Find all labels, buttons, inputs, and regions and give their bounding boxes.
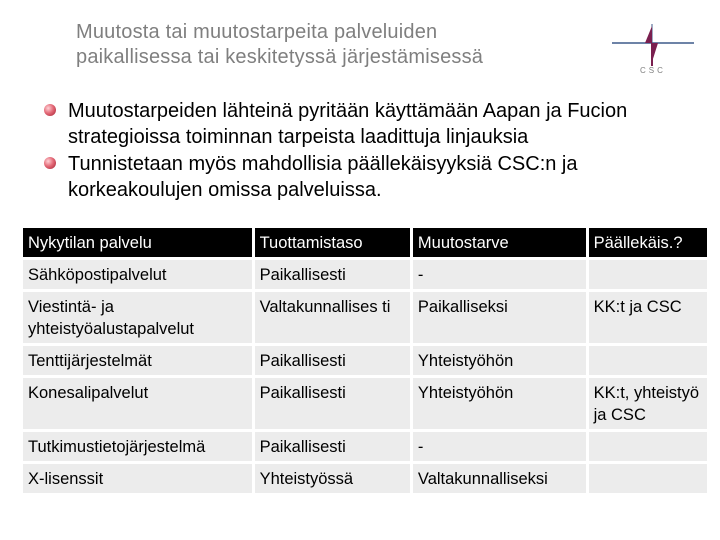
- slide-title: [76, 20, 616, 70]
- column-header-service: Nykytilan palvelu: [23, 228, 252, 257]
- table-cell: Paikalliseksi: [413, 292, 586, 343]
- table-row: [23, 432, 707, 461]
- bullet-dot-icon: [44, 157, 56, 169]
- table-cell: Yhteistyössä: [255, 464, 410, 493]
- bullet-text: Muutostarpeiden lähteinä pyritään käyttämään Aapan ja Fucion strategioissa toiminnan tarpeista laadittuja linjauksia: [68, 100, 628, 148]
- services-table: [20, 225, 710, 496]
- table-cell: Valtakunnallises ti: [255, 292, 410, 343]
- column-header-overlap: Päällekäis.?: [589, 228, 707, 257]
- table-cell: Valtakunnalliseksi: [413, 464, 586, 493]
- table-cell: [589, 260, 707, 289]
- table-cell: KK:t ja CSC: [589, 292, 707, 343]
- column-header-level: Tuottamistaso: [255, 228, 410, 257]
- slide-title-line-2: paikallisessa tai keskitetyssä järjestämisessä: [76, 46, 484, 68]
- table-row: [23, 464, 707, 493]
- table-cell: Yhteistyöhön: [413, 378, 586, 429]
- table-cell: Sähköpostipalvelut: [23, 260, 252, 289]
- table-cell: Paikallisesti: [255, 432, 410, 461]
- table-cell: Viestintä- ja yhteistyöalustapalvelut: [23, 292, 252, 343]
- table-cell: [589, 432, 707, 461]
- table-row: [23, 260, 707, 289]
- table-cell: Tutkimustietojärjestelmä: [23, 432, 252, 461]
- column-header-change: Muutostarve: [413, 228, 586, 257]
- table-row: [23, 346, 707, 375]
- bullet-item: [40, 98, 710, 150]
- table-cell: Paikallisesti: [255, 346, 410, 375]
- table-cell: [589, 464, 707, 493]
- table-cell: [589, 346, 707, 375]
- bullet-list: [40, 98, 710, 204]
- table-cell: Yhteistyöhön: [413, 346, 586, 375]
- bullet-dot-icon: [44, 104, 56, 116]
- table-cell: KK:t, yhteistyö ja CSC: [589, 378, 707, 429]
- bullet-item: [40, 151, 710, 203]
- slide-title-line-1: Muutosta tai muutostarpeita palveluiden: [76, 21, 438, 43]
- table-cell: Paikallisesti: [255, 260, 410, 289]
- table-cell: Tenttijärjestelmät: [23, 346, 252, 375]
- table-row: [23, 292, 707, 343]
- bullet-text: Tunnistetaan myös mahdollisia päällekäisyyksiä CSC:n ja korkeakoulujen omissa palveluissa.: [68, 153, 578, 201]
- table-cell: Konesalipalvelut: [23, 378, 252, 429]
- table-cell: -: [413, 260, 586, 289]
- table-cell: Paikallisesti: [255, 378, 410, 429]
- csc-logo-text: CSC: [640, 66, 666, 75]
- table-header-row: [23, 228, 707, 257]
- table-cell: X-lisenssit: [23, 464, 252, 493]
- table-cell: -: [413, 432, 586, 461]
- table-row: [23, 378, 707, 429]
